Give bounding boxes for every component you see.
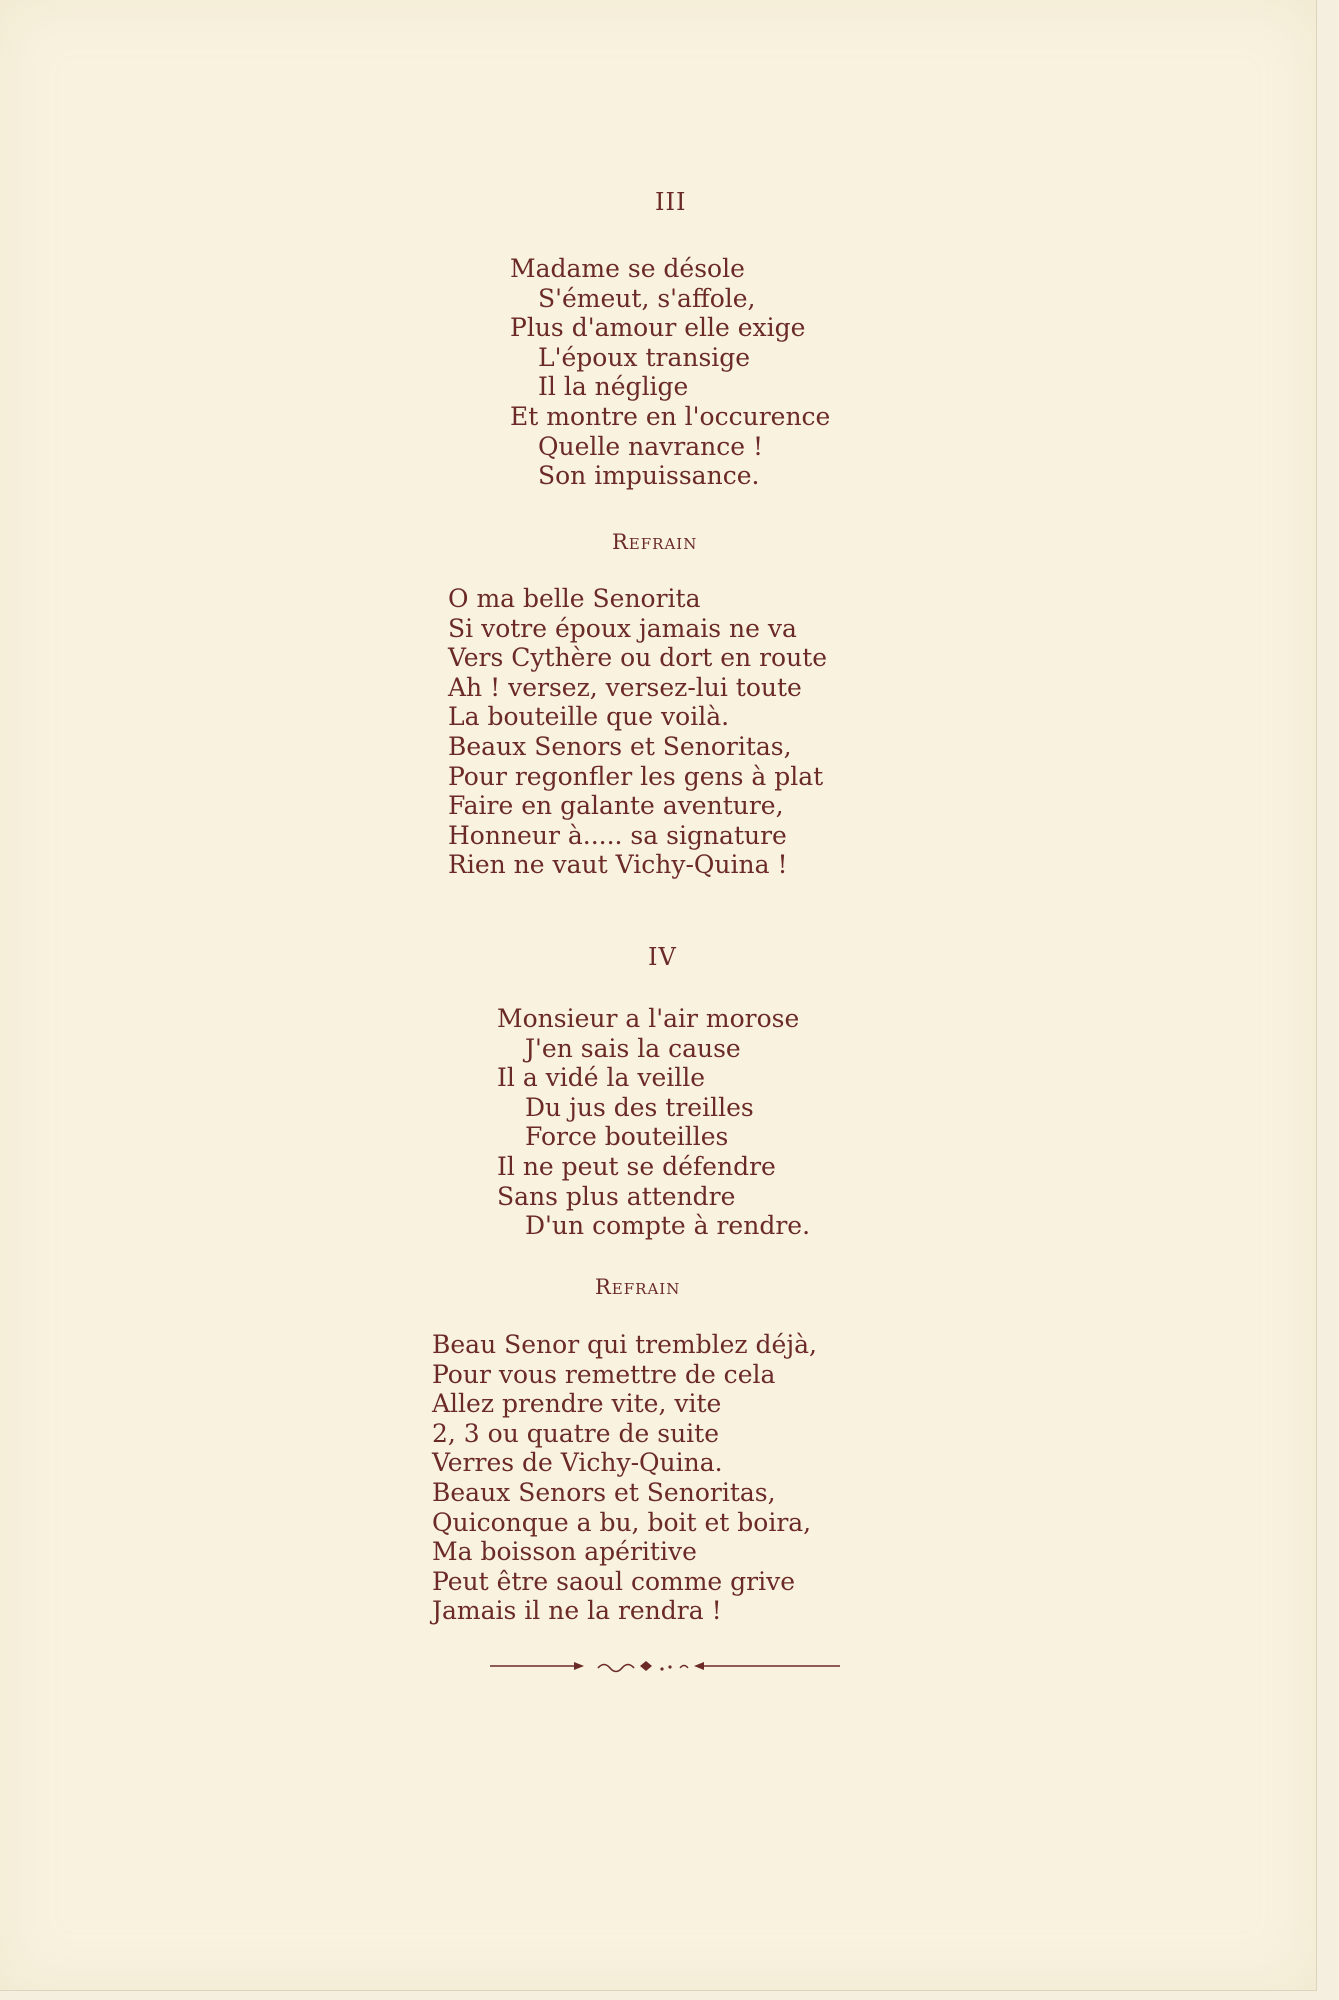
verse-line: Jamais il ne la rendra ! (432, 1596, 722, 1626)
refrain-2-verse (432, 1330, 817, 1626)
verse-line: Il ne peut se défendre (497, 1151, 776, 1181)
verse-line: Il la néglige (538, 372, 689, 402)
verse-line: Plus d'amour elle exige (510, 313, 806, 343)
verse-line: Ma boisson apéritive (432, 1537, 697, 1567)
verse-line: Et montre en l'occurence (510, 401, 831, 431)
verse-line: Verres de Vichy-Quina. (432, 1448, 723, 1478)
verse-line: Pour vous remettre de cela (432, 1359, 776, 1389)
stanza-4-verse (497, 1004, 810, 1241)
verse-line: Monsieur a l'air morose (497, 1004, 800, 1033)
verse-line: Si votre époux jamais ne va (448, 613, 797, 643)
verse-line: Madame se désole (510, 254, 745, 283)
verse-line: O ma belle Senorita (448, 584, 701, 613)
verse-line: Rien ne vaut Vichy-Quina ! (448, 850, 788, 880)
tailpiece-ornament (490, 1652, 840, 1682)
verse-line: Son impuissance. (538, 461, 760, 491)
verse-line: J'en sais la cause (525, 1033, 741, 1063)
refrain-1-verse (448, 584, 827, 880)
refrain-1-heading: Refrain (612, 530, 698, 554)
verse-line: Vers Cythère ou dort en route (448, 643, 828, 673)
verse-line: Beau Senor qui tremblez déjà, (432, 1330, 817, 1359)
verse-line: Allez prendre vite, vite (432, 1389, 722, 1419)
verse-line: Faire en galante aventure, (448, 791, 784, 821)
verse-line: Quiconque a bu, boit et boira, (432, 1507, 812, 1537)
verse-line: L'époux transige (538, 342, 751, 372)
verse-line: Honneur à..... sa signature (448, 820, 787, 850)
verse-line: Du jus des treilles (525, 1092, 754, 1122)
stanza-3-verse (510, 254, 830, 491)
stanza-4-number: IV (648, 943, 677, 971)
verse-line: Pour regonfler les gens à plat (448, 761, 824, 791)
verse-line: Beaux Senors et Senoritas, (448, 731, 792, 761)
refrain-2-heading: Refrain (595, 1275, 681, 1299)
verse-line: S'émeut, s'affole, (538, 283, 756, 313)
verse-line: Sans plus attendre (497, 1181, 736, 1211)
verse-line: Quelle navrance ! (538, 431, 763, 461)
verse-line: Ah ! versez, versez-lui toute (448, 672, 802, 702)
verse-line: La bouteille que voilà. (448, 702, 730, 732)
verse-line: D'un compte à rendre. (525, 1211, 811, 1241)
verse-line: 2, 3 ou quatre de suite (432, 1418, 720, 1448)
verse-line: Il a vidé la veille (497, 1063, 706, 1093)
verse-line: Force bouteilles (525, 1122, 729, 1152)
verse-line: Peut être saoul comme grive (432, 1566, 796, 1596)
stanza-3-number: III (655, 188, 687, 216)
verse-line: Beaux Senors et Senoritas, (432, 1477, 776, 1507)
